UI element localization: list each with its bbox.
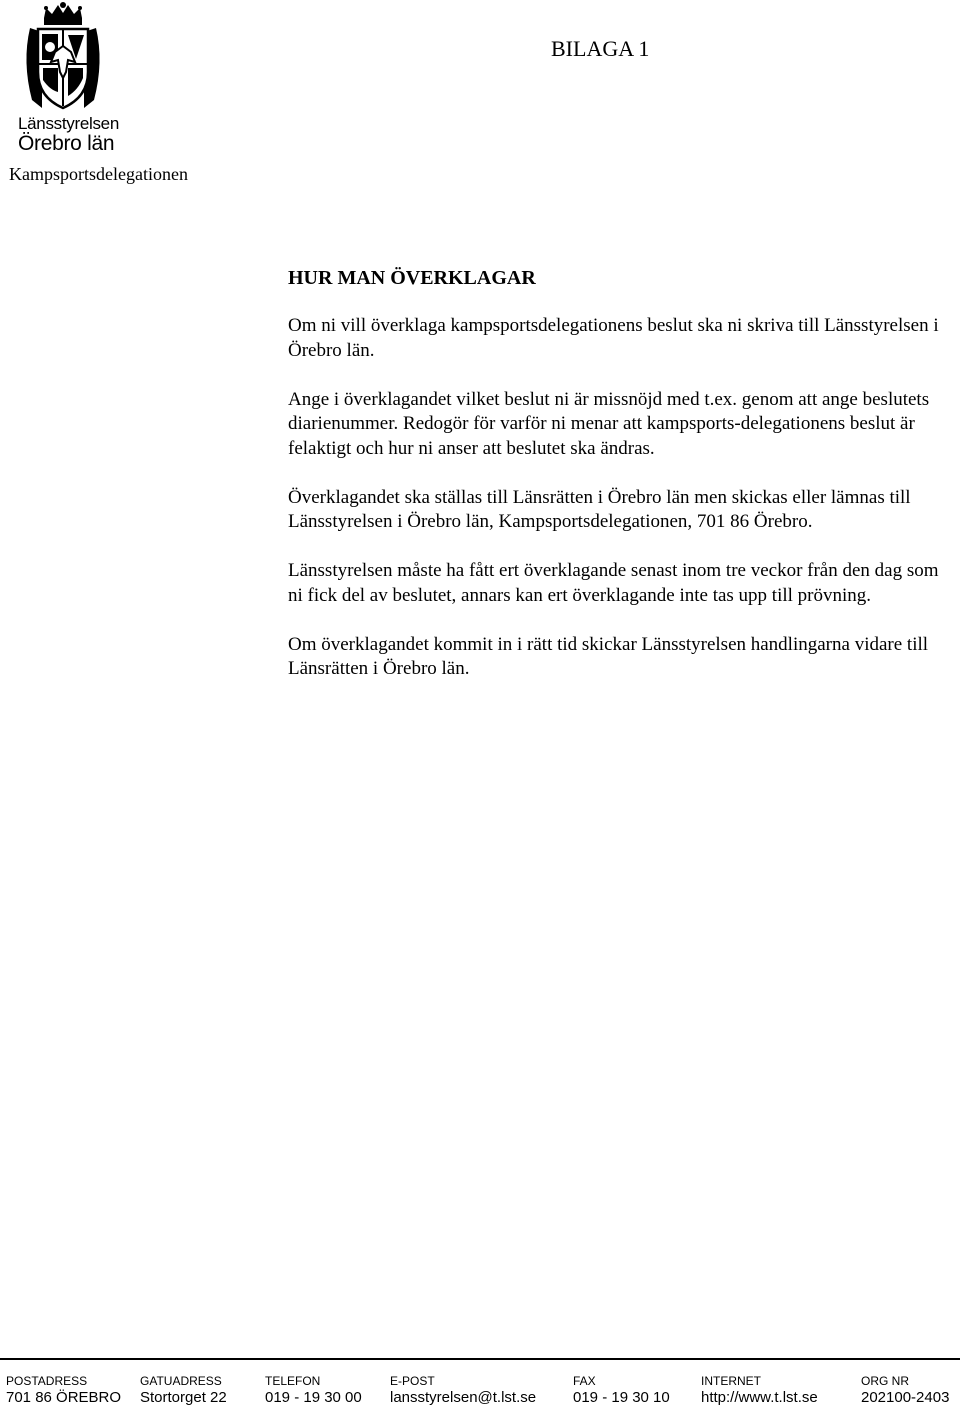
org-name-line-1: Länsstyrelsen	[18, 114, 119, 133]
footer-value: 701 86 ÖREBRO	[6, 1389, 122, 1406]
paragraph: Ange i överklagandet vilket beslut ni är missnöjd med t.ex. genom att ange beslutets diarienummer. Redogör för varför ni menar att kampsports-delegationens beslut är felaktigt och hur ni anser att beslutet ska ändras.	[288, 388, 930, 459]
footer-value: 019 - 19 30 10	[573, 1389, 670, 1406]
org-name-line-2: Örebro län	[18, 132, 115, 155]
footer-label: E-POST	[390, 1374, 435, 1388]
footer-value: 202100-2403	[861, 1389, 950, 1406]
footer-gatuadress	[140, 1374, 227, 1407]
paragraph: Om ni vill överklaga kampsportsdelegationens beslut ska ni skriva till Länsstyrelsen i Örebro län.	[288, 315, 939, 361]
paragraph: Om överklagandet kommit in i rätt tid skickar Länsstyrelsen handlingarna vidare till Länsrätten i Örebro län.	[288, 633, 929, 679]
attachment-label: BILAGA 1	[551, 36, 650, 61]
footer-internet	[701, 1374, 818, 1407]
footer-email-link[interactable]: lansstyrelsen@t.lst.se	[390, 1389, 537, 1406]
department-name: Kampsportsdelegationen	[9, 164, 188, 184]
coat-of-arms-icon	[8, 2, 118, 112]
footer-telefon	[265, 1374, 362, 1407]
document-body	[288, 266, 948, 706]
footer-contact-info	[0, 1358, 960, 1410]
page-title: HUR MAN ÖVERKLAGAR	[288, 267, 536, 289]
footer-postadress	[6, 1374, 121, 1407]
lansstyrelsen-logo	[8, 2, 119, 155]
footer-label: FAX	[573, 1374, 596, 1388]
footer-label: POSTADRESS	[6, 1374, 88, 1388]
footer-value: 019 - 19 30 00	[265, 1389, 362, 1406]
footer-fax	[573, 1374, 670, 1407]
footer-epost	[390, 1374, 536, 1407]
footer-label: TELEFON	[265, 1374, 321, 1388]
footer-label: GATUADRESS	[140, 1374, 222, 1388]
footer-label: INTERNET	[701, 1374, 761, 1388]
paragraph: Länsstyrelsen måste ha fått ert överklagande senast inom tre veckor från den dag som ni fick del av beslutet, annars kan ert överklagande inte tas upp till prövning.	[288, 560, 939, 606]
footer-label: ORG NR	[861, 1374, 909, 1388]
footer-orgnr	[861, 1374, 949, 1407]
paragraph: Överklagandet ska ställas till Länsrätten i Örebro län men skickas eller lämnas till Länsstyrelsen i Örebro län, Kampsportsdelegationen, 701 86 Örebro.	[288, 486, 911, 532]
footer-value: Stortorget 22	[140, 1389, 227, 1406]
footer-website-link[interactable]: http://www.t.lst.se	[701, 1389, 818, 1406]
